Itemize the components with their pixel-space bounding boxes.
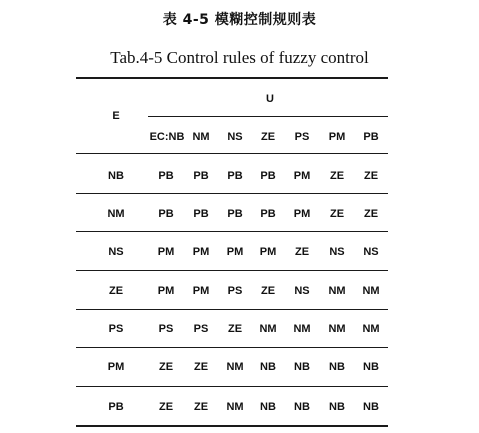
column-header-ns: NS [227,131,243,143]
table-cell: ZE [158,401,174,413]
table-cell: NM [362,285,380,297]
row-divider [76,309,388,310]
column-group-header-u: U [266,93,274,105]
table-cell: NM [226,361,244,373]
table-cell: PS [193,323,209,335]
row-divider [76,231,388,232]
table-cell: NB [294,401,310,413]
table-cell: NM [362,323,380,335]
row-divider [76,193,388,194]
row-label-pm: PM [107,361,125,373]
table-cell: NM [328,323,346,335]
table-cell: NS [329,246,345,258]
table-cell: PS [158,323,174,335]
column-header-ps: PS [294,131,310,143]
column-header-pm: PM [328,131,346,143]
table-caption-english: Tab.4-5 Control rules of fuzzy control [110,48,369,67]
table-cell: ZE [260,285,276,297]
row-header-e: E [112,110,120,122]
table-cell: NB [363,401,379,413]
row-label-nb: NB [108,170,124,182]
row-divider [76,270,388,271]
header-sub-rule [148,116,388,117]
table-cell: NB [260,401,276,413]
table-cell: ZE [294,246,310,258]
table-cell: PM [157,246,175,258]
table-cell: ZE [227,323,243,335]
table-cell: PB [227,208,243,220]
header-bottom-rule [76,153,388,154]
table-cell: ZE [158,361,174,373]
row-label-ns: NS [108,246,124,258]
ec-prefix: EC: [149,131,169,143]
table-cell: NB [294,361,310,373]
row-label-ze: ZE [108,285,124,297]
table-cell: PM [157,285,175,297]
table-cell: PM [259,246,277,258]
table-cell: PM [226,246,244,258]
table-cell: NM [259,323,277,335]
table-cell: NM [226,401,244,413]
table-cell: PS [227,285,243,297]
row-label-ps: PS [108,323,124,335]
row-label-nm: NM [107,208,125,220]
row-divider [76,386,388,387]
column-header-pb: PB [363,131,379,143]
table-top-rule [76,77,388,79]
table-cell: ZE [193,361,209,373]
table-cell: NB [363,361,379,373]
table-cell: PB [158,208,174,220]
table-cell: PM [192,246,210,258]
column-header-ze: ZE [260,131,276,143]
table-bottom-rule [76,425,388,427]
table-cell: NM [293,323,311,335]
table-cell: ZE [363,208,379,220]
column-header-label: NB [168,131,185,143]
table-cell: PM [293,208,311,220]
table-cell: PB [158,170,174,182]
table-cell: NB [329,401,345,413]
table-cell: ZE [363,170,379,182]
table-cell: PB [227,170,243,182]
table-cell: PM [293,170,311,182]
table-cell: PM [192,285,210,297]
row-label-pb: PB [108,401,124,413]
table-caption-chinese: 表 4-5 模糊控制规则表 [162,12,317,28]
table-cell: PB [260,208,276,220]
table-cell: NM [328,285,346,297]
table-cell: NS [363,246,379,258]
table-cell: NB [329,361,345,373]
table-cell: ZE [329,208,345,220]
table-cell: PB [193,208,209,220]
row-divider [76,347,388,348]
table-cell: NS [294,285,310,297]
table-cell: ZE [193,401,209,413]
table-cell: PB [260,170,276,182]
table-cell: ZE [329,170,345,182]
table-cell: NB [260,361,276,373]
table-cell: PB [193,170,209,182]
column-header-nm: NM [192,131,210,143]
